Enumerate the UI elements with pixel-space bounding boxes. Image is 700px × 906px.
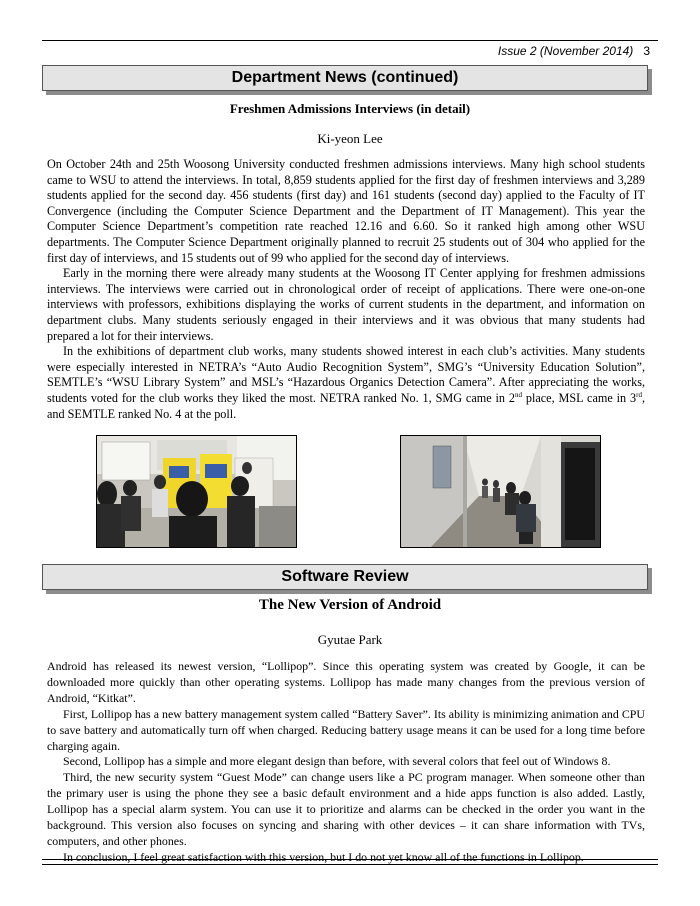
photo-hallway-waiting: [400, 435, 601, 548]
page-header: [498, 44, 650, 58]
article-body-admissions: [47, 157, 645, 422]
section-banner-software-review: Software Review: [42, 564, 648, 590]
paragraph: Early in the morning there were already many students at the Woosong IT Center applying for freshmen admissions interviews. The interviews were carried out in chronological order of receipt of applications. There were one-on-one interviews with professors, exhibitions displaying the works of current students in the department, and information on department clubs. Many students seriously engaged in their interviews and it was obvious that many students had prepared a lot for their interviews.: [47, 266, 645, 343]
photo-interview-exhibition: [96, 435, 297, 548]
article-author-admissions: Ki-yeon Lee: [317, 131, 383, 146]
footer-rule: [42, 864, 658, 865]
footer-rule: [42, 859, 658, 860]
article-title-android: The New Version of Android: [258, 597, 442, 613]
article-body-android: [47, 659, 645, 866]
article-author-android: Gyutae Park: [317, 632, 383, 647]
issue-label: Issue 2 (November 2014): [497, 44, 634, 58]
paragraph: Second, Lollipop has a simple and more elegant design than before, with several colors that feel out of Windows 8.: [63, 754, 611, 769]
page-number: 3: [643, 44, 650, 58]
header-rule: [42, 40, 658, 41]
paragraph: In the exhibitions of department club works, many students showed interest in each club’s activities. Many students were especially interested in NETRA’s “Auto Audio Recognition System”, SMG’s “University Education Solution”, SEMTLE’s “WSU Library System” and MSL’s “Hazardous Organics Detection Camera”. After appreciating the works, students voted for the club works they liked the most. NETRA ranked No. 1, SMG came in 2nd place, MSL came in 3rd, and SEMTLE ranked No. 4 at the poll.: [47, 344, 645, 421]
section-banner-department-news: Department News (continued): [42, 65, 648, 91]
paragraph: In conclusion, I feel great satisfaction with this version, but I do not yet know all of the functions in Lollipop.: [63, 849, 584, 864]
paragraph: Third, the new security system “Guest Mode” can change users like a PC program manager. When someone other than the primary user is using the phone they see a basic default environment and a hide apps function is also added. Lastly, Lollipop has a special alarm system. You can use it to prioritize and alarms can be checked in the order you want in the background. This version also focuses on syncing and sharing with other devices – it can share information with TVs, computers, and other phones.: [47, 770, 645, 848]
article-title-admissions: Freshmen Admissions Interviews (in detail): [229, 101, 471, 116]
paragraph: Android has released its newest version, “Lollipop”. Since this operating system was created by Google, it can be downloaded more quickly than other operating systems. Lollipop has made many changes from the previous version of Android, “Kitkat”.: [47, 659, 645, 705]
paragraph: First, Lollipop has a new battery management system called “Battery Saver”. Its ability is minimizing animation and CPU to save battery and automatically turn off when charged. Reducing battery usage means it can be used for a long time before charging again.: [47, 706, 645, 753]
paragraph: On October 24th and 25th Woosong University conducted freshmen admissions interviews. Many high school students came to WSU to attend the interviews. In total, 8,859 students applied for the first day of freshmen interviews and 3,289 students applied for the second day. 456 students (first day) and 161 students (second day) applied to the Faculty of IT Convergence (including the Computer Science Department and the Department of IT Management). This year the Computer Science Department’s competition rate reached 12.16 and 6.60. So it ranked high among other WSU departments. The Computer Science Department originally planned to recruit 25 students out of 304 who applied for the first day of interviews, and 15 students out of 99 who applied for the second day of interviews.: [47, 157, 645, 265]
